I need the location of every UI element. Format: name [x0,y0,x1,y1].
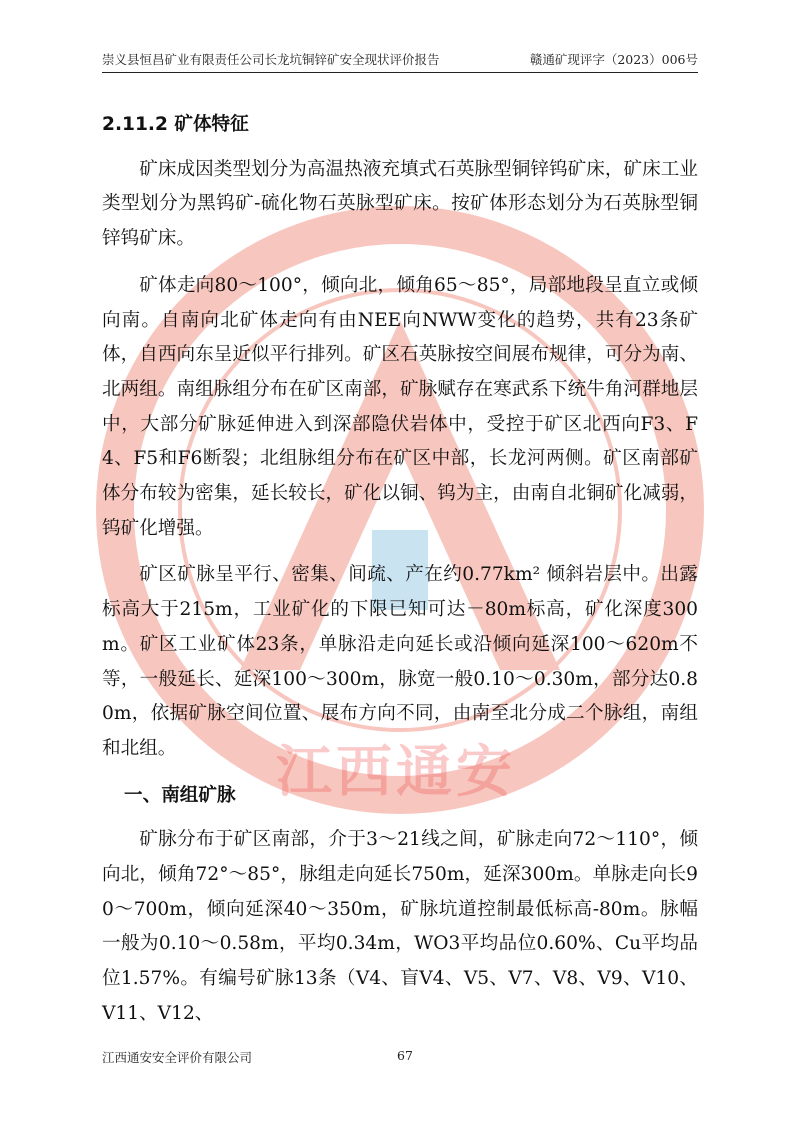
watermark-text: 江西通安 [276,740,516,805]
page-header [102,48,698,73]
page-content [102,108,698,1044]
footer-company: 江西通安安全评价有限公司 [102,1050,253,1065]
paragraph-genesis: 矿床成因类型划分为高温热液充填式石英脉型铜锌钨矿床，矿床工业类型划分为黑钨矿-硫化物石英脉型矿床。按矿体形态划分为石英脉型铜锌钨矿床。 [102,158,698,250]
report-number: 赣通矿现评字（2023）006号 [529,52,698,67]
paragraph-south-group: 矿脉分布于矿区南部，介于3～21线之间，矿脉走向72～110°，倾向北，倾角72°～85°，脉组走向延长750m，延深300m。单脉走向长90～700m，倾向延深40～350m，矿脉坑道控制最低标高-80m。脉幅一般为0.10～0.58m，平均0.34m，WO3平均品位0.60%、Cu平均品位1.57%。有编号矿脉13条（V4、盲V4、V5、V7、V8、V9、V10、V11、V12、 [102,829,698,1024]
section-title: 2.11.2 矿体特征 [102,114,249,135]
page-number: 67 [397,1048,413,1063]
paragraph-veins: 矿区矿脉呈平行、密集、间疏、产在约0.77km² 倾斜岩层中。出露标高大于215m，工业矿化的下限已知可达－80m标高，矿化深度300m。矿区工业矿体23条，单脉沿走向延长或沿倾向延深100～620m不等，一般延长、延深100～300m，脉宽一般0.10～0.30m，部分达0.80m，依据矿脉空间位置、展布方向不同，由南至北分成二个脉组，南组和北组。 [102,564,698,759]
subsection-title: 一、南组矿脉 [124,784,236,806]
report-title: 崇义县恒昌矿业有限责任公司长龙坑铜锌矿安全现状评价报告 [102,52,440,67]
paragraph-orebody: 矿体走向80～100°，倾向北，倾角65～85°，局部地段呈直立或倾向南。自南向北矿体走向有由NEE向NWW变化的趋势，共有23条矿体，自西向东呈近似平行排列。矿区石英脉按空间展布规律，可分为南、北两组。南组脉组分布在矿区南部，矿脉赋存在寒武系下统牛角河群地层中，大部分矿脉延伸进入到深部隐伏岩体中，受控于矿区北西向F3、F4、F5和F6断裂；北组脉组分布在矿区中部，长龙河两侧。矿区南部矿体分布较为密集，延长较长，矿化以铜、钨为主，由南自北铜矿化减弱，钨矿化增强。 [102,274,698,539]
